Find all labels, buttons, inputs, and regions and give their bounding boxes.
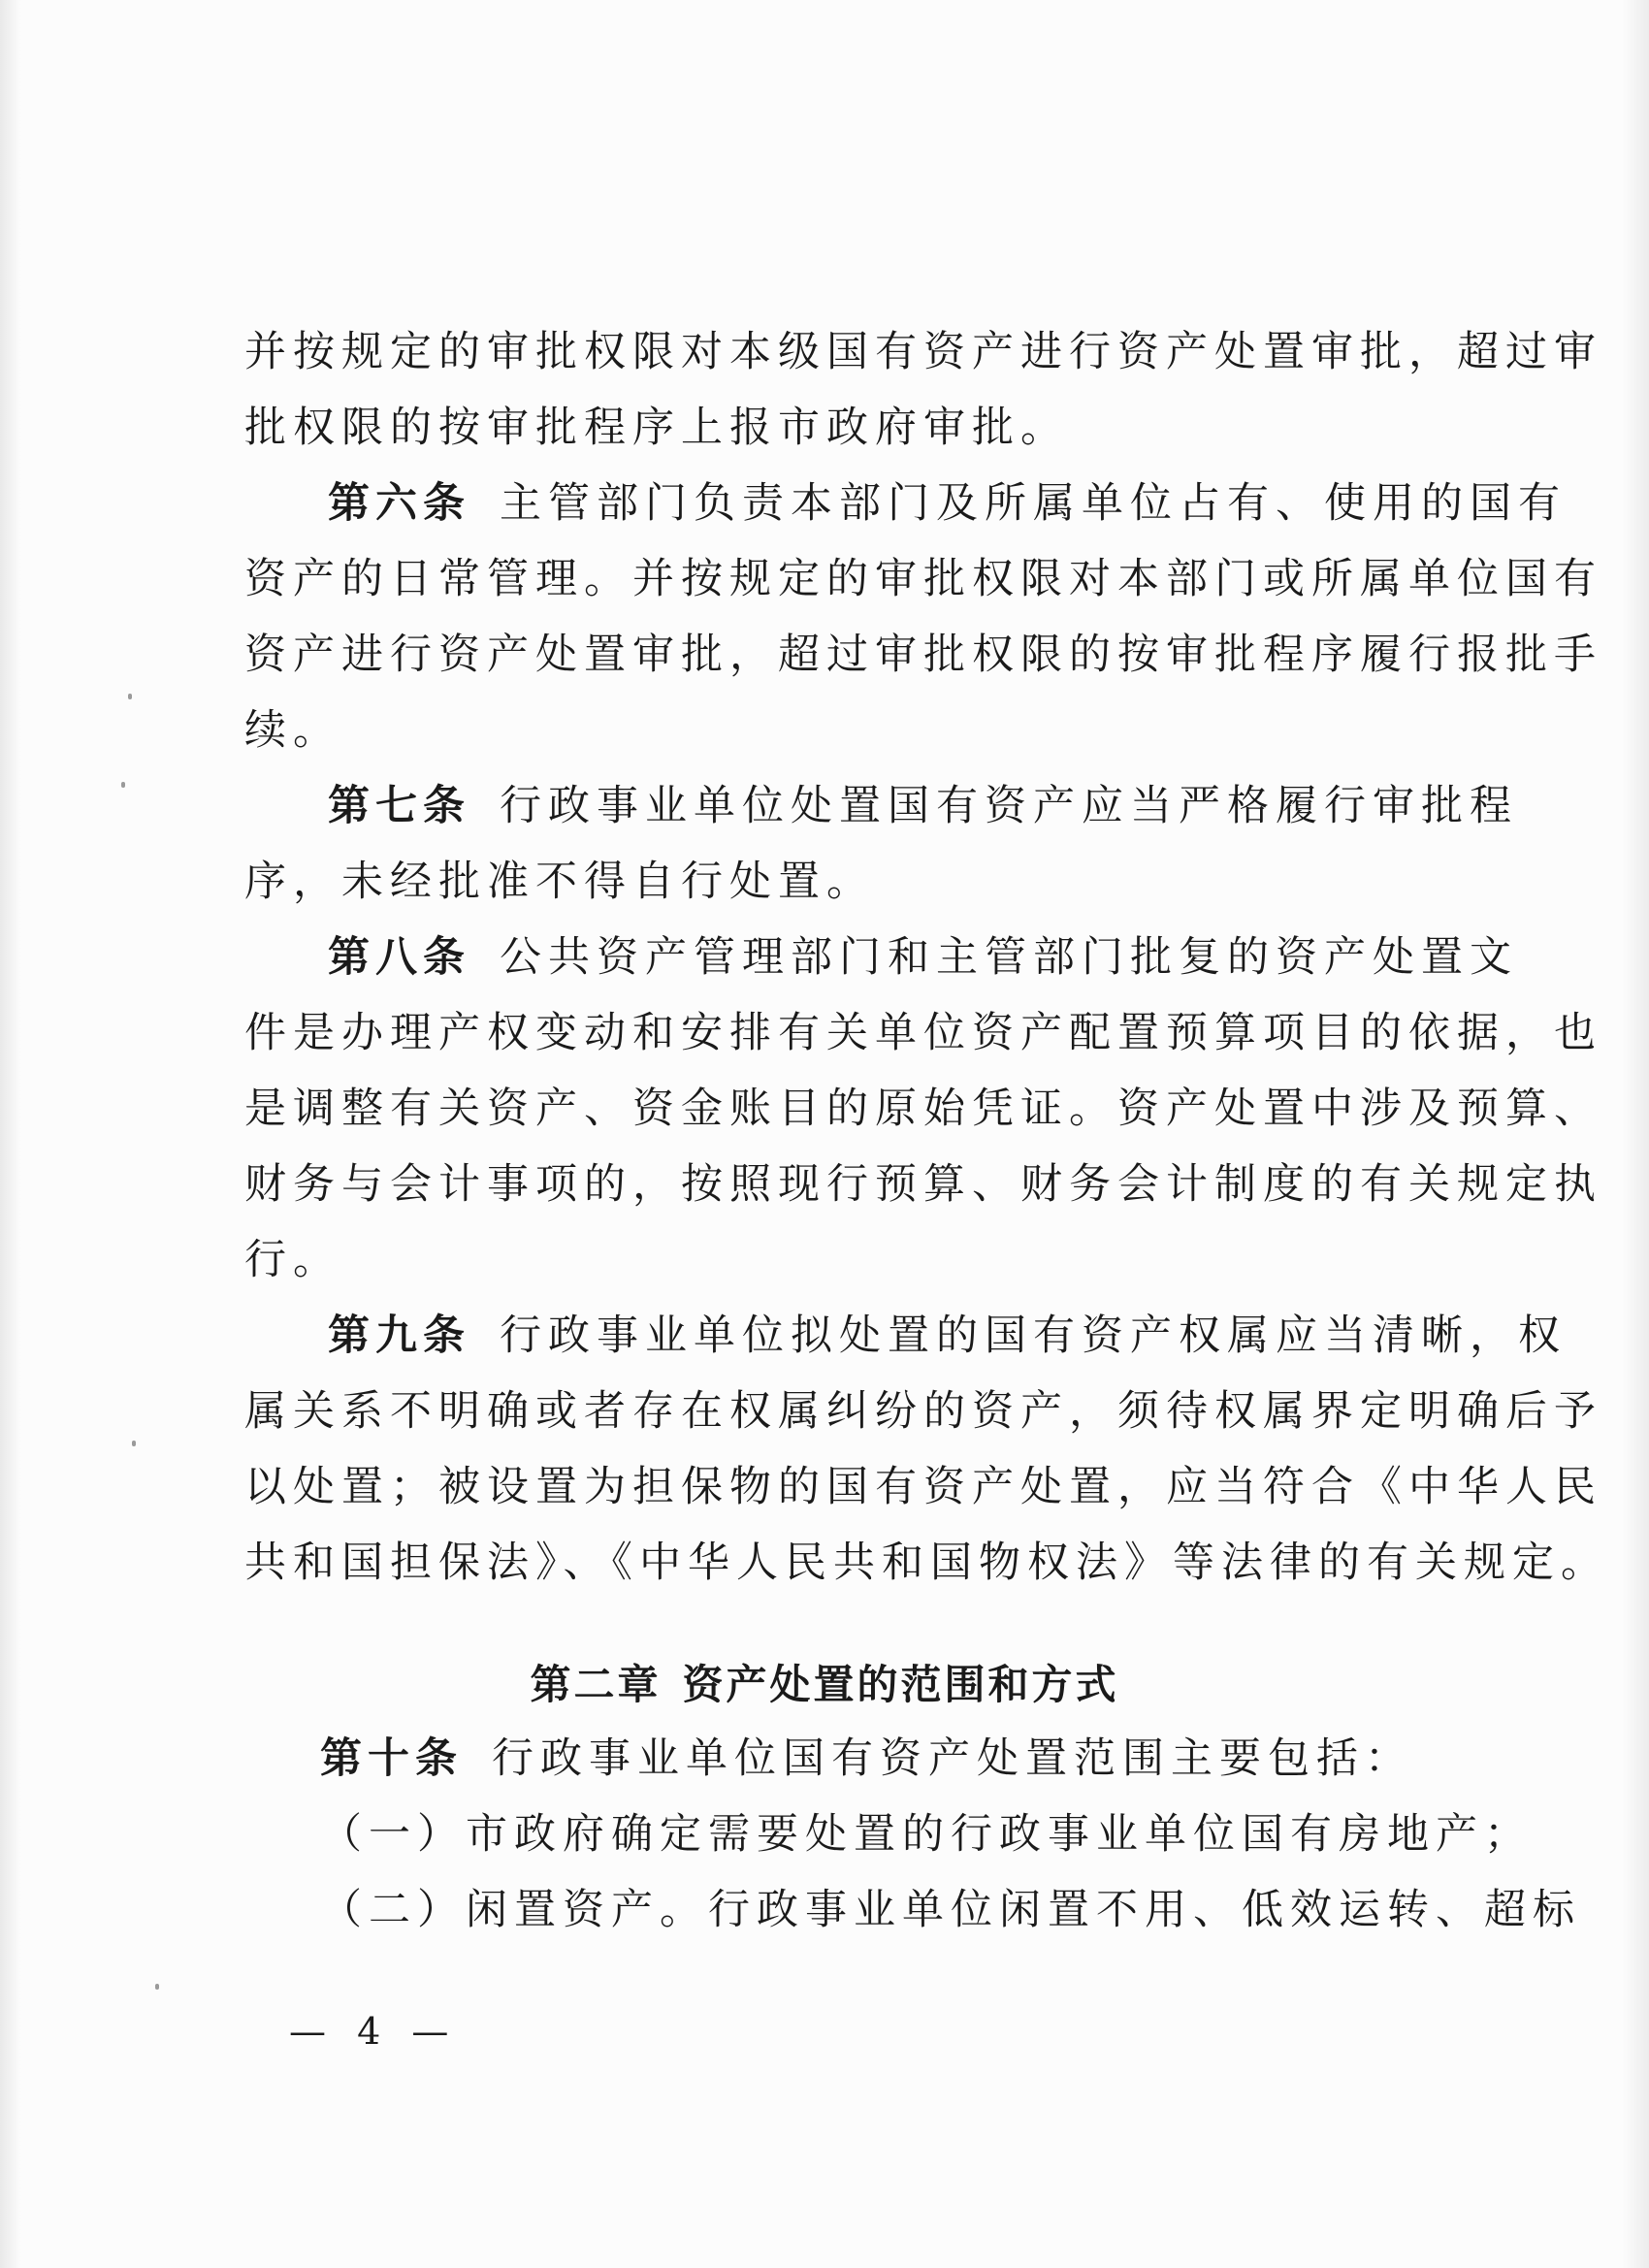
chapter-heading bbox=[0, 1653, 1649, 1711]
scan-edge-left bbox=[0, 0, 21, 2268]
text-line: 共和国担保法》、《中华人民共和国物权法》等法律的有关规定。 bbox=[244, 1539, 1609, 1587]
chapter-title: 资产处置的范围和方式 bbox=[682, 1661, 1119, 1708]
article-10-line: 第十条 行政事业单位国有资产处置范围主要包括： bbox=[320, 1734, 1413, 1783]
article-6-line: 第六条 主管部门负责本部门及所属单位占有、使用的国有 bbox=[328, 479, 1567, 528]
text-line: 资产的日常管理。并按规定的审批权限对本部门或所属单位国有 bbox=[244, 555, 1602, 603]
text-line: 并按规定的审批权限对本级国有资产进行资产处置审批，超过审 bbox=[244, 328, 1602, 376]
page-number: — 4 — bbox=[289, 2010, 459, 2053]
article-7-line: 第七条 行政事业单位处置国有资产应当严格履行审批程 bbox=[328, 782, 1518, 830]
text-line: 以处置；被设置为担保物的国有资产处置，应当符合《中华人民 bbox=[244, 1463, 1602, 1511]
text-line: 续。 bbox=[244, 706, 341, 755]
scan-speck bbox=[128, 694, 132, 699]
text-line: 属关系不明确或者存在权属纠纷的资产，须待权属界定明确后予 bbox=[244, 1387, 1602, 1436]
article-heading: 第十条 bbox=[320, 1734, 463, 1783]
article-heading: 第八条 bbox=[328, 933, 470, 982]
scan-edge-right bbox=[1622, 0, 1649, 2268]
article-8-line: 第八条 公共资产管理部门和主管部门批复的资产处置文 bbox=[328, 933, 1518, 982]
text-line: 资产进行资产处置审批，超过审批权限的按审批程序履行报批手 bbox=[244, 631, 1602, 679]
article-heading: 第六条 bbox=[328, 479, 470, 528]
text-line: 批权限的按审批程序上报市政府审批。 bbox=[244, 404, 1069, 452]
scan-speck bbox=[121, 782, 125, 788]
list-item: （一）市政府确定需要处置的行政事业单位国有房地产； bbox=[320, 1810, 1533, 1859]
list-item: （二）闲置资产。行政事业单位闲置不用、低效运转、超标 bbox=[320, 1886, 1581, 1934]
text-line: 财务与会计事项的，按照现行预算、财务会计制度的有关规定执 bbox=[244, 1160, 1602, 1209]
text-line: 行。 bbox=[244, 1236, 341, 1284]
article-heading: 第九条 bbox=[328, 1312, 470, 1360]
text-line: 件是办理产权变动和安排有关单位资产配置预算项目的依据，也 bbox=[244, 1009, 1602, 1057]
text-line: 是调整有关资产、资金账目的原始凭证。资产处置中涉及预算、 bbox=[244, 1085, 1602, 1133]
text-line: 序，未经批准不得自行处置。 bbox=[244, 858, 875, 906]
article-heading: 第七条 bbox=[328, 782, 470, 830]
scan-speck bbox=[132, 1441, 136, 1446]
article-9-line: 第九条 行政事业单位拟处置的国有资产权属应当清晰，权 bbox=[328, 1312, 1567, 1360]
chapter-number: 第二章 bbox=[530, 1661, 662, 1708]
scan-speck bbox=[155, 1984, 159, 1990]
